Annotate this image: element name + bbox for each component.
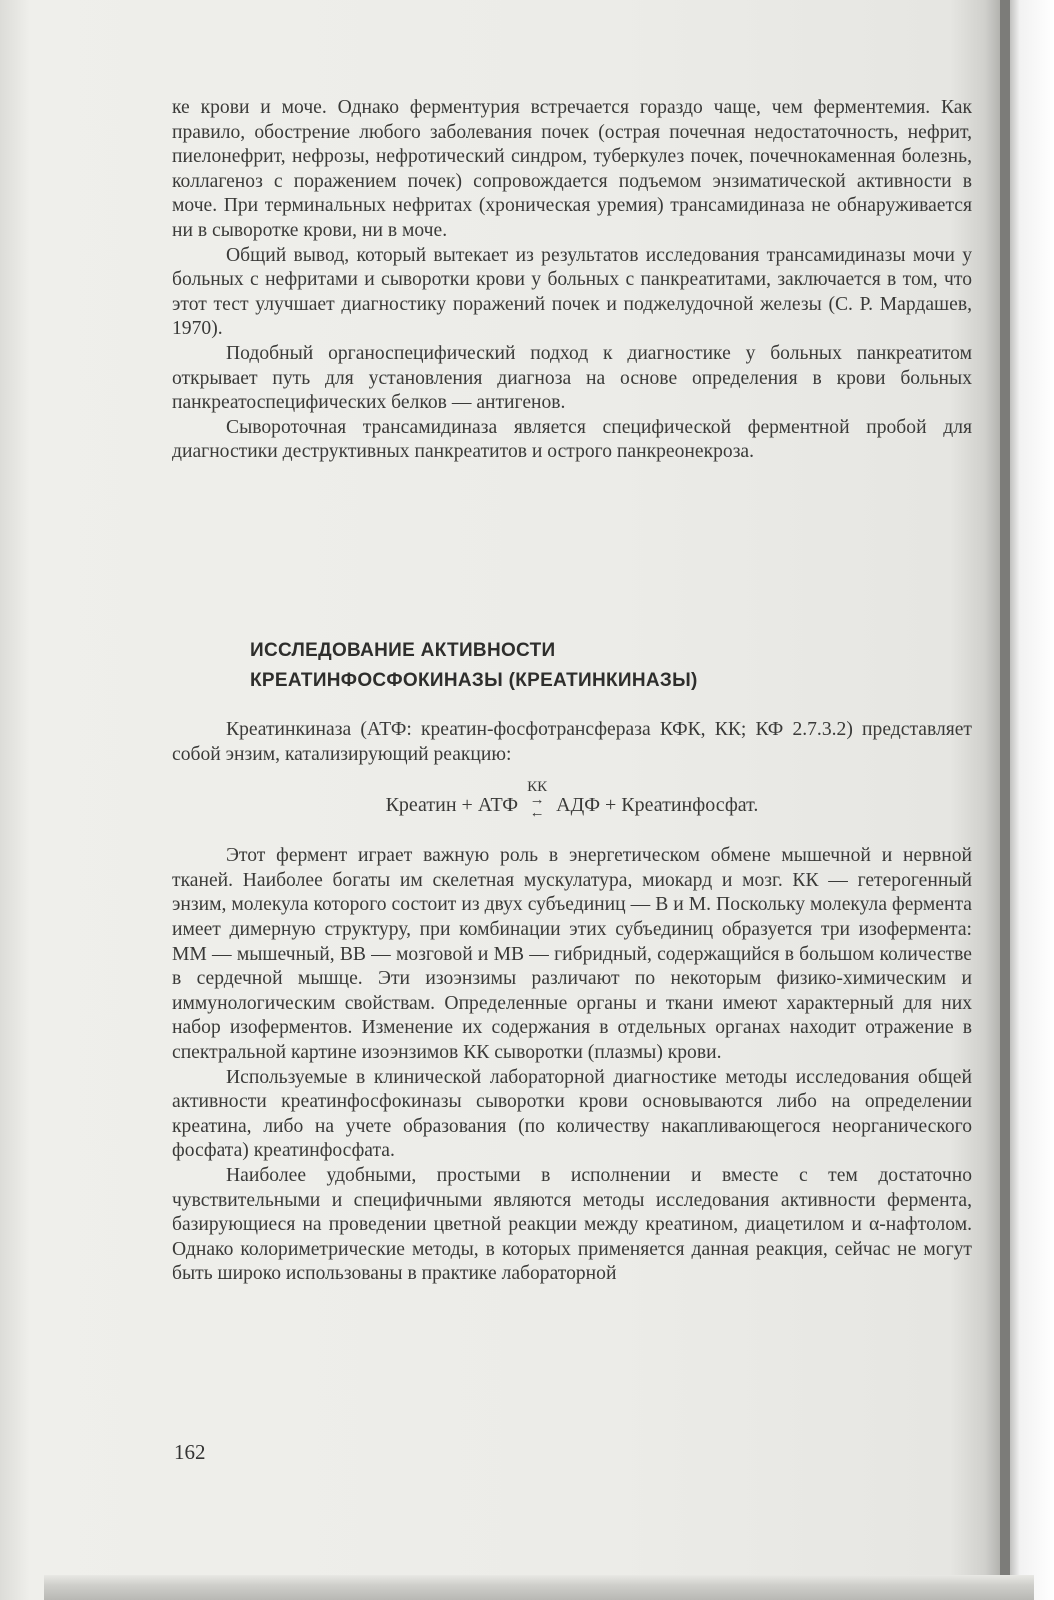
page-bottom-shadow bbox=[44, 1575, 1034, 1600]
paragraph-organ-specific-approach: Подобный органоспецифический подход к диагностике у больных панкреатитом открывает путь для установления диагноза на основе определения в крови больных панкреатоспецифических белков — антигенов. bbox=[172, 342, 972, 414]
formula-enzyme-label: КК bbox=[527, 779, 548, 796]
page-number: 162 bbox=[174, 1440, 206, 1464]
arrow-forward-icon: → bbox=[529, 792, 545, 809]
top-text-block bbox=[172, 96, 972, 465]
section-heading bbox=[250, 636, 900, 696]
page-binding-shadow bbox=[1000, 0, 1010, 1600]
formula-right-side: АДФ + Креатинфосфат. bbox=[556, 794, 759, 817]
reaction-formula bbox=[172, 779, 972, 826]
paragraph-methods: Используемые в клинической лабораторной диагностике методы исследования общей активности креатинфосфокиназы сыворотки крови основываются либо на определении креатина, либо на учете образования (по количеству накапливающегося неорганического фосфата) креатинфосфата. bbox=[172, 1066, 972, 1162]
paragraph-continuation: ке крови и моче. Однако ферментурия встречается гораздо чаще, чем ферментемия. Как правило, обострение любого заболевания почек (острая почечная недостаточность, нефрит, пиелонефрит, нефрозы, нефротический синдром, туберкулез почек, почечнокаменная болезнь, коллагеноз с поражением почек) сопровождается подъемом энзиматической активности в моче. При терминальных нефритах (хроническая уремия) трансамидиназа не обнаруживается ни в сыворотке крови, ни в моче. bbox=[172, 97, 972, 241]
paragraph-creatine-kinase-intro: Креатинкиназа (АТФ: креатин-фосфотрансфераза КФК, КК; КФ 2.7.3.2) представляет собой энзим, катализирующий реакцию: bbox=[172, 719, 972, 765]
section-heading-line-2: КРЕАТИНФОСФОКИНАЗЫ (КРЕАТИНКИНАЗЫ) bbox=[250, 670, 698, 691]
paragraph-serum-transamidinase: Сывороточная трансамидиназа является специфической ферментной пробой для диагностики деструктивных панкреатитов и острого панкреонекроза. bbox=[172, 416, 972, 463]
paragraph-enzyme-role: Этот фермент играет важную роль в энергетическом обмене мышечной и нервной тканей. Наиболее богаты им скелетная мускулатура, миокард и мозг. КК — гетерогенный энзим, молекула которого состоит из двух субъединиц — В и М. Поскольку молекула фермента имеет димерную структуру, при комбинации этих субъединиц образуется три изофермента: ММ — мышечный, ВВ — мозговой и МВ — гибридный, содержащийся в большом количестве в сердечной мышце. Эти изоэнзимы различают по некоторым физико-химическим и иммунологическим свойствам. Определенные органы и ткани имеют характерный для них набор изоферментов. Изменение их содержания в отдельных органах находит отражение в спектральной картине изоэнзимов КК сыворотки (плазмы) крови. bbox=[172, 845, 972, 1063]
arrow-back-icon: ← bbox=[529, 805, 545, 822]
paragraph-colorimetric: Наиболее удобными, простыми в исполнении и вместе с тем достаточно чувствительными и специфичными являются методы исследования активности фермента, базирующиеся на проведении цветной реакции между креатином, диацетилом и α-нафтолом. Однако колориметрические методы, в которых применяется данная реакция, сейчас не могут быть широко использованы в практике лабораторной bbox=[172, 1164, 972, 1285]
bottom-text-block bbox=[172, 718, 972, 1287]
formula-left-side: Креатин + АТФ bbox=[385, 794, 519, 817]
section-heading-line-1: ИССЛЕДОВАНИЕ АКТИВНОСТИ bbox=[250, 640, 556, 661]
reversible-arrow bbox=[527, 781, 547, 820]
paragraph-general-conclusion: Общий вывод, который вытекает из результатов исследования трансамидиназы мочи у больных с нефритами и сыворотки крови у больных с панкреатитами, заключается в том, что этот тест улучшает диагностику поражений почек и поджелудочной железы (С. Р. Мардашев, 1970). bbox=[172, 244, 972, 340]
